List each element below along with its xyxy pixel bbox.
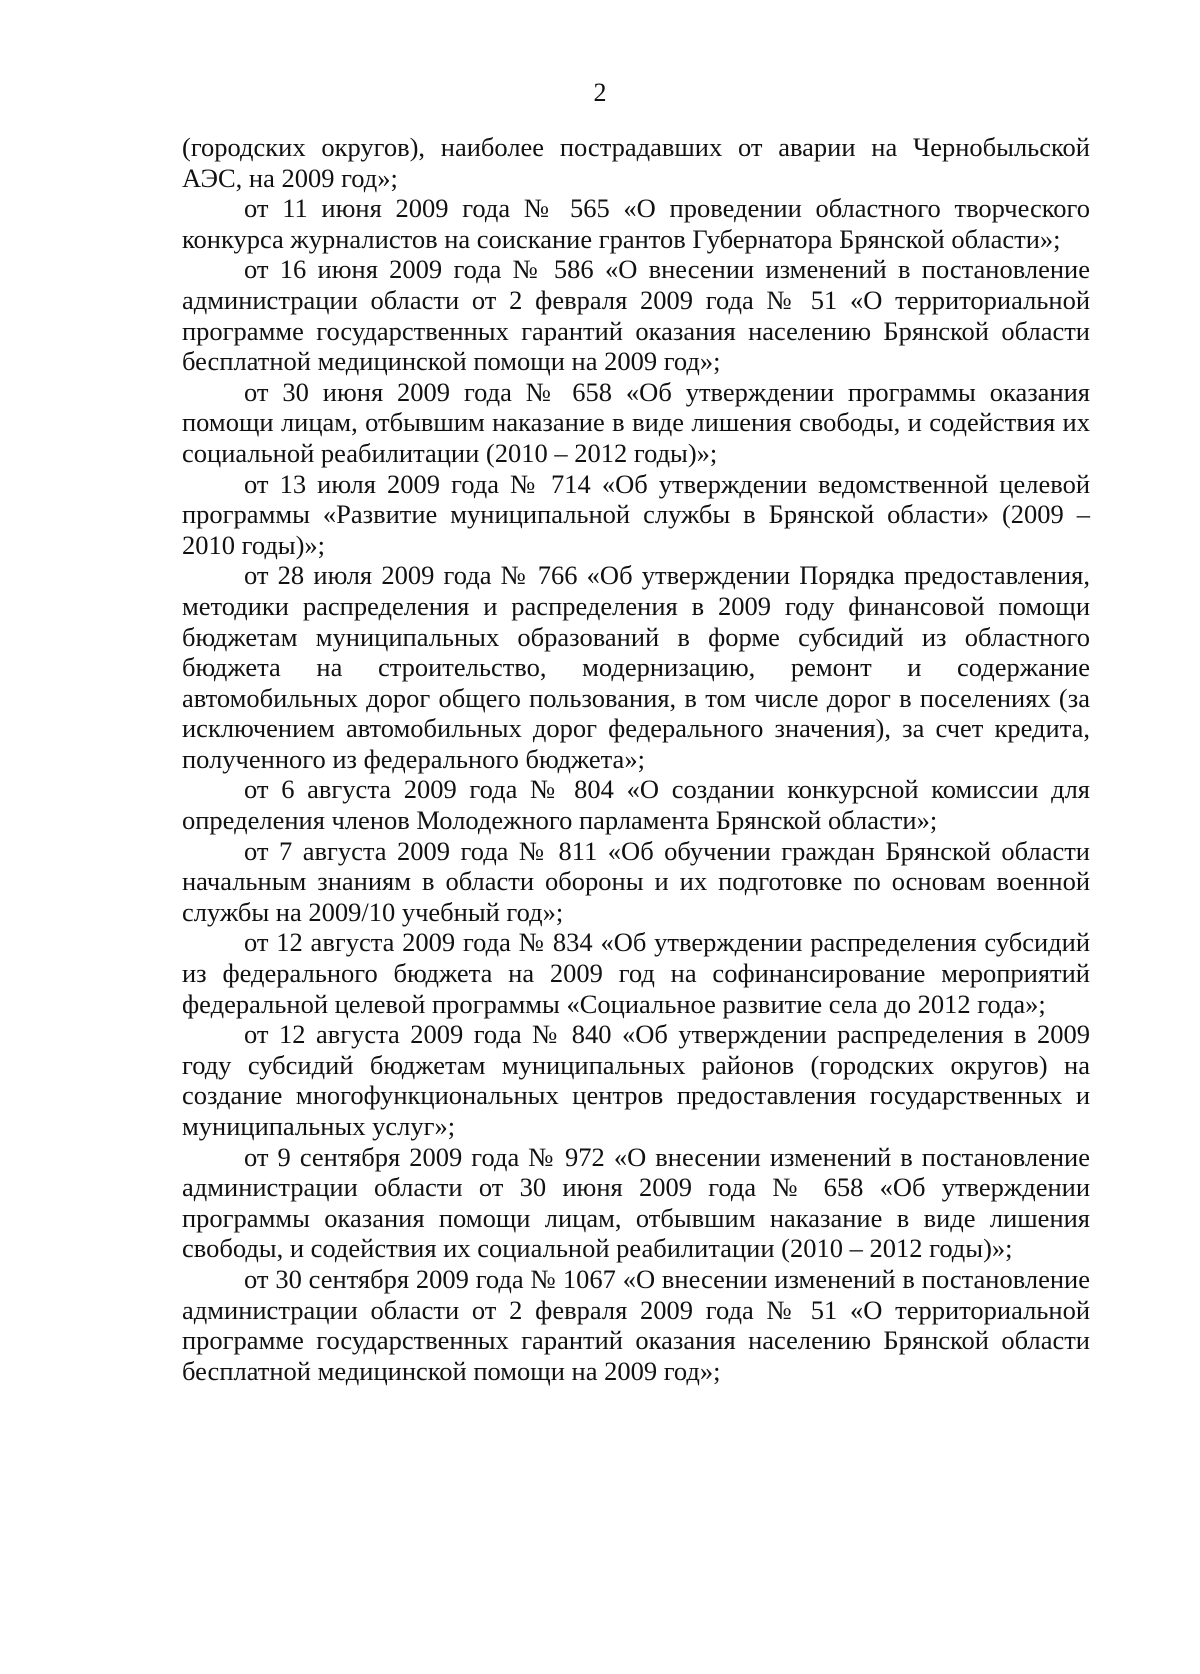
page-number: 2 <box>593 78 607 107</box>
list-item: от 12 августа 2009 года № 840 «Об утверждении распределения в 2009 году субсидий бюджетам муниципальных районов (городских округов) на создание многофункциональных центров предоставления государственных и муниципальных услуг»; <box>182 1019 1090 1141</box>
list-item: от 13 июля 2009 года № 714 «Об утверждении ведомственной целевой программы «Развитие муниципальной службы в Брянской области» (2009 – 2010 годы)»; <box>182 468 1090 560</box>
document-body <box>182 132 1090 1386</box>
list-item: от 7 августа 2009 года № 811 «Об обучении граждан Брянской области начальным знаниям в области обороны и их подготовке по основам военной службы на 2009/10 учебный год»; <box>182 835 1090 927</box>
list-item: от 30 сентября 2009 года № 1067 «О внесении изменений в постановление администрации области от 2 февраля 2009 года № 51 «О территориальной программе государственных гарантий оказания населению Брянской области бесплатной медицинской помощи на 2009 год»; <box>182 1263 1090 1386</box>
list-item: от 12 августа 2009 года № 834 «Об утверждении распределения субсидий из федерального бюджета на 2009 год на софинансирование мероприятий федеральной целевой программы «Социальное развитие села до 2012 года»; <box>182 927 1090 1019</box>
continuation-paragraph: (городских округов), наиболее пострадавших от аварии на Чернобыльской АЭС, на 2009 год»; <box>182 132 1090 193</box>
list-item: от 30 июня 2009 года № 658 «Об утверждении программы оказания помощи лицам, отбывшим наказание в виде лишения свободы, и содействия их социальной реабилитации (2010 – 2012 годы)»; <box>182 376 1090 468</box>
list-item: от 6 августа 2009 года № 804 «О создании конкурсной комиссии для определения членов Молодежного парламента Брянской области»; <box>182 774 1090 836</box>
list-item: от 28 июля 2009 года № 766 «Об утверждении Порядка предоставления, методики распределения и распределения в 2009 году финансовой помощи бюджетам муниципальных образований в форме субсидий из областного бюджета на строительство, модернизацию, ремонт и содержание автомобильных дорог общего пользования, в том числе дорог в поселениях (за исключением автомобильных дорог федерального значения), за счет кредита, полученного из федерального бюджета»; <box>182 560 1090 774</box>
list-item: от 16 июня 2009 года № 586 «О внесении изменений в постановление администрации области от 2 февраля 2009 года № 51 «О территориальной программе государственных гарантий оказания населению Брянской области бесплатной медицинской помощи на 2009 год»; <box>182 254 1090 377</box>
list-item: от 9 сентября 2009 года № 972 «О внесении изменений в постановление администрации области от 30 июня 2009 года № 658 «Об утверждении программы оказания помощи лицам, отбывшим наказание в виде лишения свободы, и содействия их социальной реабилитации (2010 – 2012 годы)»; <box>182 1141 1090 1264</box>
list-item: от 11 июня 2009 года № 565 «О проведении областного творческого конкурса журналистов на соискание грантов Губернатора Брянской области»; <box>182 193 1090 254</box>
